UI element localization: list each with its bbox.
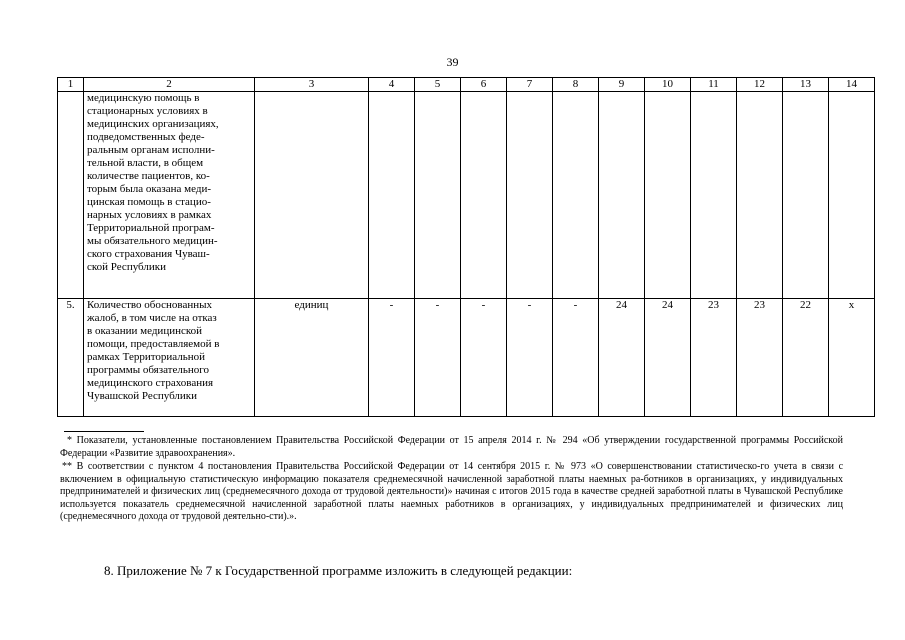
value-cell: 24	[645, 299, 691, 417]
text-line: медицинскую помощь в	[87, 92, 200, 104]
text-line: количестве пациентов, ко-	[87, 170, 210, 182]
unit-cell	[255, 92, 369, 299]
row-number-cell: 5.	[58, 299, 84, 417]
header-cell: 13	[783, 78, 829, 92]
text-line: жалоб, в том числе на отказ	[87, 312, 217, 324]
text-line: помощи, предоставляемой в	[87, 338, 220, 350]
header-cell: 10	[645, 78, 691, 92]
header-cell: 11	[691, 78, 737, 92]
table-row-continued	[58, 92, 875, 299]
header-cell: 2	[84, 78, 255, 92]
text-line: медицинских организациях,	[87, 118, 219, 130]
text-line: подведомственных феде-	[87, 131, 205, 143]
header-cell: 9	[599, 78, 645, 92]
header-row	[58, 78, 875, 92]
value-cell: 22	[783, 299, 829, 417]
paragraph-8: 8. Приложение № 7 к Государственной программе изложить в следующей редакции:	[104, 563, 573, 578]
value-cell	[553, 92, 599, 299]
value-cell	[369, 92, 415, 299]
value-cell: -	[461, 299, 507, 417]
value-cell: -	[415, 299, 461, 417]
text-line: рамках Территориальной	[87, 351, 206, 363]
header-cell: 7	[507, 78, 553, 92]
value-cell	[691, 92, 737, 299]
text-line: торым была оказана меди-	[87, 183, 212, 195]
value-cell: 23	[691, 299, 737, 417]
indicator-name-cell	[84, 92, 255, 299]
value-cell	[415, 92, 461, 299]
value-cell: -	[507, 299, 553, 417]
text-line: Территориальной програм-	[87, 222, 215, 234]
header-cell: 1	[58, 78, 84, 92]
header-cell: 6	[461, 78, 507, 92]
value-cell	[507, 92, 553, 299]
footnote-1	[60, 435, 843, 460]
value-cell: -	[553, 299, 599, 417]
row-number-cell	[58, 92, 84, 299]
footnote-mark: *	[67, 435, 72, 446]
unit-cell: единиц	[255, 299, 369, 417]
indicators-table	[57, 77, 875, 417]
text-line: цинская помощь в стацио-	[87, 196, 211, 208]
text-line: ральным органам исполни-	[87, 144, 215, 156]
value-cell	[599, 92, 645, 299]
text-line: Количество обоснованных	[87, 299, 213, 311]
value-cell: 24	[599, 299, 645, 417]
table-row-5	[58, 299, 875, 417]
text-line: медицинского страхования	[87, 377, 214, 389]
text-line: ской Республики	[87, 261, 166, 273]
value-cell	[645, 92, 691, 299]
text-line: тельной власти, в общем	[87, 157, 204, 169]
value-cell	[461, 92, 507, 299]
value-cell: 23	[737, 299, 783, 417]
footnote-text: Показатели, установленные постановлением Правительства Российской Федерации от 15 апреля 2014 г. № 294 «Об утверждении государственной программы Российской Федерации «Развитие здравоохранения».	[60, 435, 843, 459]
text-line: в оказании медицинской	[87, 325, 203, 337]
value-cell	[829, 92, 875, 299]
text-line: программы обязательного	[87, 364, 209, 376]
value-cell	[783, 92, 829, 299]
footnote-2	[60, 461, 843, 524]
header-cell: 8	[553, 78, 599, 92]
text-line: ского страхования Чуваш-	[87, 248, 210, 260]
footnote-text: В соответствии с пунктом 4 постановления Правительства Российской Федерации от 14 сентября 2015 г. № 973 «О совершенствовании статистическо-го учета в связи с включением в официальную статистическую информацию показателя среднемесячной начисленной заработной платы наемных ра-ботников в организациях, у индивидуальных предпринимателей и физических лиц (среднемесячного дохода от трудовой деятельности)» начиная с итогов 2015 года в качестве средней заработной платы в Чувашской Республике используется показатель среднемесячной начисленной заработной платы наемных работников в организациях, у индивидуальных предпринимателей и физических лиц (среднемесячного дохода от трудовой деятельно-сти).».	[60, 461, 844, 522]
header-cell: 14	[829, 78, 875, 92]
header-cell: 12	[737, 78, 783, 92]
text-line: стационарных условиях в	[87, 105, 208, 117]
header-cell: 4	[369, 78, 415, 92]
text-line: Чувашской Республики	[87, 390, 198, 402]
header-cell: 5	[415, 78, 461, 92]
footnote-divider	[64, 431, 144, 432]
value-cell: х	[829, 299, 875, 417]
value-cell	[737, 92, 783, 299]
value-cell: -	[369, 299, 415, 417]
text-line: нарных условиях в рамках	[87, 209, 212, 221]
footnote-mark: **	[62, 461, 72, 472]
text-line: мы обязательного медицин-	[87, 235, 218, 247]
indicator-name-cell	[84, 299, 255, 417]
header-cell: 3	[255, 78, 369, 92]
page-number: 39	[446, 55, 459, 69]
